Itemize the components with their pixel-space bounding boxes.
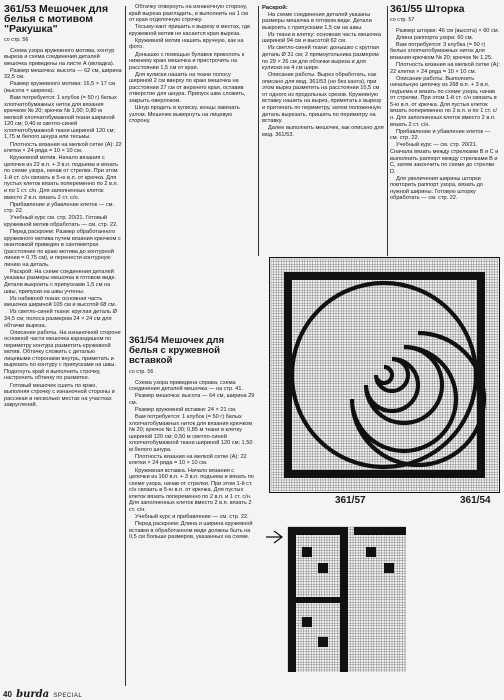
chart-border bbox=[288, 597, 348, 603]
column-divider bbox=[125, 6, 126, 686]
column-divider bbox=[258, 6, 259, 256]
article-source: со стр. 56 bbox=[4, 37, 29, 43]
article-title: 361/53 Мешочек для белья с мотивом "Ракушка" bbox=[4, 4, 109, 35]
paragraph: Плотность вязания на мелкой сетке (А): 22 клетки × 24 ряда = 10 × 10 см. bbox=[4, 141, 122, 155]
paragraph: Кружевная вставка. Начало вязания с цепочки из 160 в.п. + 3 в.п. подъема и вязать по схеме узора, начав от стрелки. При этом 1-й ст. с/н связать в 5-ю в.п. от крючка. Для пустых клеток вязать попеременно по 2 в.п. и 1 ст. с/н. Для заполненных клеток вместо 2 в.п. вязать 2 ст. с/н. bbox=[129, 467, 254, 513]
article-source: со стр. 57 bbox=[390, 17, 415, 23]
paragraph: Вам потребуется: 3 клубка (= 50 г) белых хлопчатобумажных ниток для вязания крючком № 20; крючок № 1,25. bbox=[390, 41, 493, 61]
paragraph: Прибавление и убавление клеток — см. стр. 22. bbox=[390, 128, 491, 142]
paragraph: Для кулиски нашить на ткани полосу шириной 2 см вверху по краю мешочка на расстоянии 27 см от верхнего края, оставив отверстие для шнура. Припуск шва сложить, закрыть оверлоком. bbox=[129, 71, 246, 105]
article-title: 361/55 Шторка bbox=[390, 4, 465, 15]
text-column-2b bbox=[129, 336, 255, 686]
page-footer bbox=[3, 689, 82, 700]
chart-shell-spiral bbox=[352, 333, 484, 465]
paragraph: Учебный курс и прибавление — см. стр. 22. bbox=[135, 514, 249, 521]
chart-block bbox=[302, 617, 312, 627]
paragraph: Размер кружевной вставки: 24 × 21 см. bbox=[135, 406, 237, 413]
crochet-chart-361-54 bbox=[269, 257, 500, 493]
paragraph: Размер шторки: 46 см (высота) × 60 см. bbox=[396, 27, 500, 34]
paragraph: Из светло-синей ткани: донышко с круглая деталь Ø 31 см; 2 прямоугольника размером по 29 × 26 см для обтачки выреза и для кулиски на 4 см шире. bbox=[262, 45, 379, 72]
chart-border bbox=[288, 527, 348, 535]
paragraph: Кружевной мотив. Начало вязания с цепочки из 22 в.п. + 3 в.п. подъема и вязать по схеме узора, начав от стрелки. При этом 1-й ст. с/н связать в 5-ю в.п. от крючка. Для пустых клеток вязать попеременно по 2 в.п. и по 1 ст. с/н. Для заполненных клеток вместо 2 в.п. вязать 2 ст. с/н. bbox=[4, 155, 119, 201]
paragraph: Учебный курс см. стр. 20/21. Готовый кружевной мотив обработать — см. стр. 22. bbox=[4, 215, 118, 228]
chart-border-top bbox=[284, 272, 485, 280]
paragraph: Донышко с помощью булавок приколоть к нижнему краю мешочка и пристрочить на расстоянии 1,5 см от края. bbox=[129, 51, 245, 71]
text-column-2 bbox=[129, 4, 255, 264]
paragraph: Учебный курс — см. стр. 20/21. Сначала вязать между стрелками В и С и выполнить раппорт между стрелками В и С, затем закончить по схеме до стрелки D. bbox=[390, 142, 499, 175]
chart-label-54: 361/54 bbox=[460, 495, 491, 506]
paragraph: Прибавление и убавление клеток — см. стр. 22. bbox=[4, 201, 115, 215]
section-heading: Раскрой: bbox=[262, 5, 288, 11]
chart-block bbox=[302, 547, 312, 557]
paragraph: Тесьму-кант пришить к вырезу в местах, где кружевной мотив не касается края выреза. bbox=[129, 24, 251, 37]
paragraph: Раскрой: На схеме соединения деталей указаны размеры мешочка в готовом виде. Детали выкроить с припусками 1,5 см на швы, припуски на швы учтены. bbox=[4, 268, 117, 295]
paragraph: Схема узора приведена справа, схема соединения деталей мешочка — на стр. 41. bbox=[129, 379, 244, 393]
paragraph: Описание работы. На изнаночной стороне основной части мешочка карандашом по периметру контура разметить кружевной мотив. Обтачку сложить с деталью лицевыми сторонами внутрь, приметать и вырезать по контуру с припусками на швы. Подогнуть край и выполнить строчку, настрочить обтачку по разметке. bbox=[4, 329, 121, 382]
article-body bbox=[129, 4, 255, 125]
text-column-1 bbox=[4, 4, 122, 686]
article-body bbox=[390, 28, 500, 202]
article-source: со стр. 56 bbox=[129, 369, 154, 375]
chart-border bbox=[340, 527, 348, 672]
paragraph: Кружевной мотив нашить вручную, как на фото. bbox=[129, 37, 244, 51]
paragraph: Далее выполнить мешочек, как описано для мод. 361/53. bbox=[262, 125, 384, 138]
paragraph: Плотность вязания на мелкой сетке (А): 22 клетки × 24 ряда = 10 × 10 см. bbox=[129, 453, 247, 467]
article-body bbox=[129, 380, 255, 541]
article-body bbox=[4, 48, 122, 409]
paragraph: Описание работы. Вырез обработать, как описано для мод. 361/53 (но без канта), при этом вырез разметить на расстоянии 10,5 см от одного из продольных срезов. Кружевную вставку нашить на вырез, приметать к вырезу и притачать по периметру, затем положенную деталь вырезать, пришить по периметру на вставку. bbox=[262, 72, 382, 125]
chart-block bbox=[366, 547, 376, 557]
chart-border bbox=[354, 527, 406, 535]
paragraph: Размер кружевного мотива: 16,5 × 17 см (высота × ширина). bbox=[4, 81, 116, 95]
paragraph: Из набивной ткани: основная часть мешочка шириной 105 см и высотой 68 см. bbox=[4, 295, 117, 309]
article-title: 361/54 Мешочек для белья с кружевной вставкой bbox=[129, 336, 225, 366]
paragraph: Шнур продеть в кулиску, концы завязать узлом. Мешочек вывернуть на лицевую сторону. bbox=[129, 105, 240, 125]
paragraph: Для увеличения ширины шторки повторить раппорт узора, вязать до нужной ширины. Готовую шторку обработать — см. стр. 22. bbox=[390, 175, 483, 202]
chart-block bbox=[318, 563, 328, 573]
paragraph: Размер мешочка: высота — 64 см, ширина 29 см. bbox=[129, 393, 255, 406]
chart-border-left bbox=[284, 272, 292, 478]
chart-label-57: 361/57 bbox=[335, 495, 366, 506]
paragraph: Описание работы. Выполнить начальную цепочку из 268 в.п. + 3 в.п. подъема и вязать по схеме узора, начав от стрелки. При этом 1-й ст. с/н связать в 5-ю в.п. от крючка. Для пустых клеток вязать попеременно по 2 в.п. и по 1 ст. с/н. Для заполненных клеток вместо 2 в.п. вязать 2 ст. с/н. bbox=[390, 75, 498, 128]
paragraph: Из светло-синей ткани: круглая деталь Ø 34,5 см; полоса размером 24 × 24 см для обтачки выреза. bbox=[4, 309, 117, 329]
paragraph: Длина раппорта узора: 60 см. bbox=[396, 34, 474, 41]
paragraph: Обтачку отвернуть на изнаночную сторону, край выреза разгладить, и выполнить на 1 см от края отделочную строчку. bbox=[129, 4, 248, 24]
paragraph: Плотность вязания на мелкой сетке (А): 22 клетки × 24 ряда = 10 × 10 см. bbox=[390, 62, 500, 75]
crochet-chart-361-57 bbox=[262, 517, 412, 677]
paragraph: Перед раскроем: Размер обработанного кружевного мотива путем вязания крючком с окантовкой приведен в сантиметрах (расстояние по краю мотива до контурной линии = 0,75 см), и перенести контурную линию на деталь. bbox=[4, 229, 121, 268]
paragraph: Перед раскроем: Длина и ширина кружевной вставки в обработанном виде должны быть на 0,5 см больше размеров, указанных на схеме. bbox=[129, 521, 253, 541]
article-body bbox=[262, 12, 385, 139]
chart-block bbox=[384, 563, 394, 573]
paragraph: Из ткани в клетку: основная часть мешочка шириной 94 см и высотой 62 см. bbox=[262, 31, 382, 45]
start-arrow-icon bbox=[266, 531, 282, 543]
chart-border-right bbox=[477, 272, 485, 478]
brand-subtitle: SPECIAL bbox=[53, 693, 83, 699]
chart-block bbox=[318, 637, 328, 647]
brand-logo: burda bbox=[16, 689, 50, 700]
paragraph: Размер мешочка: высота — 62 см, ширина 32,5 см. bbox=[4, 67, 122, 81]
paragraph: Схема узора кружевного мотива, контур выреза и схема соединения деталей мешочка приведены на листе А (вкладка). bbox=[4, 47, 115, 67]
text-column-3 bbox=[262, 4, 385, 264]
chart-border-bottom bbox=[284, 470, 485, 478]
paragraph: На схеме соединения деталей указаны размеры мешочка в готовом виде. Детали выкроить с припусками 1,5 см на швы. bbox=[262, 11, 372, 31]
paragraph: Готовый мешочек сшить по краю, выполняя строчку с изнаночной стороны и рассекая в несколько местах на участках закруглений. bbox=[4, 382, 115, 409]
page-number: 40 bbox=[3, 690, 12, 699]
paragraph: Вам потребуется: 1 клубок (= 50 г) белых хлопчатобумажных ниток для вязания крючком № 20; крючок № 1,00; 0,80 м мелкой хлопчатобумажной ткани шириной 120 см; 0,40 м светло-синей хлопчатобумажной ткани шириной 120 см; 1,75 м белого шнура или тесьмы. bbox=[4, 95, 117, 141]
column-divider bbox=[387, 6, 388, 256]
paragraph: Вам потребуется: 1 клубок (= 50 г) белых хлопчатобумажных ниток для вязания крючком № 20; крючок № 1,00; 0,85 м ткани в клетку шириной 120 см; 0,50 м светло-синей хлопчатобумажной ткани шириной 120 см; 1,50 м белого шнура. bbox=[129, 414, 253, 453]
